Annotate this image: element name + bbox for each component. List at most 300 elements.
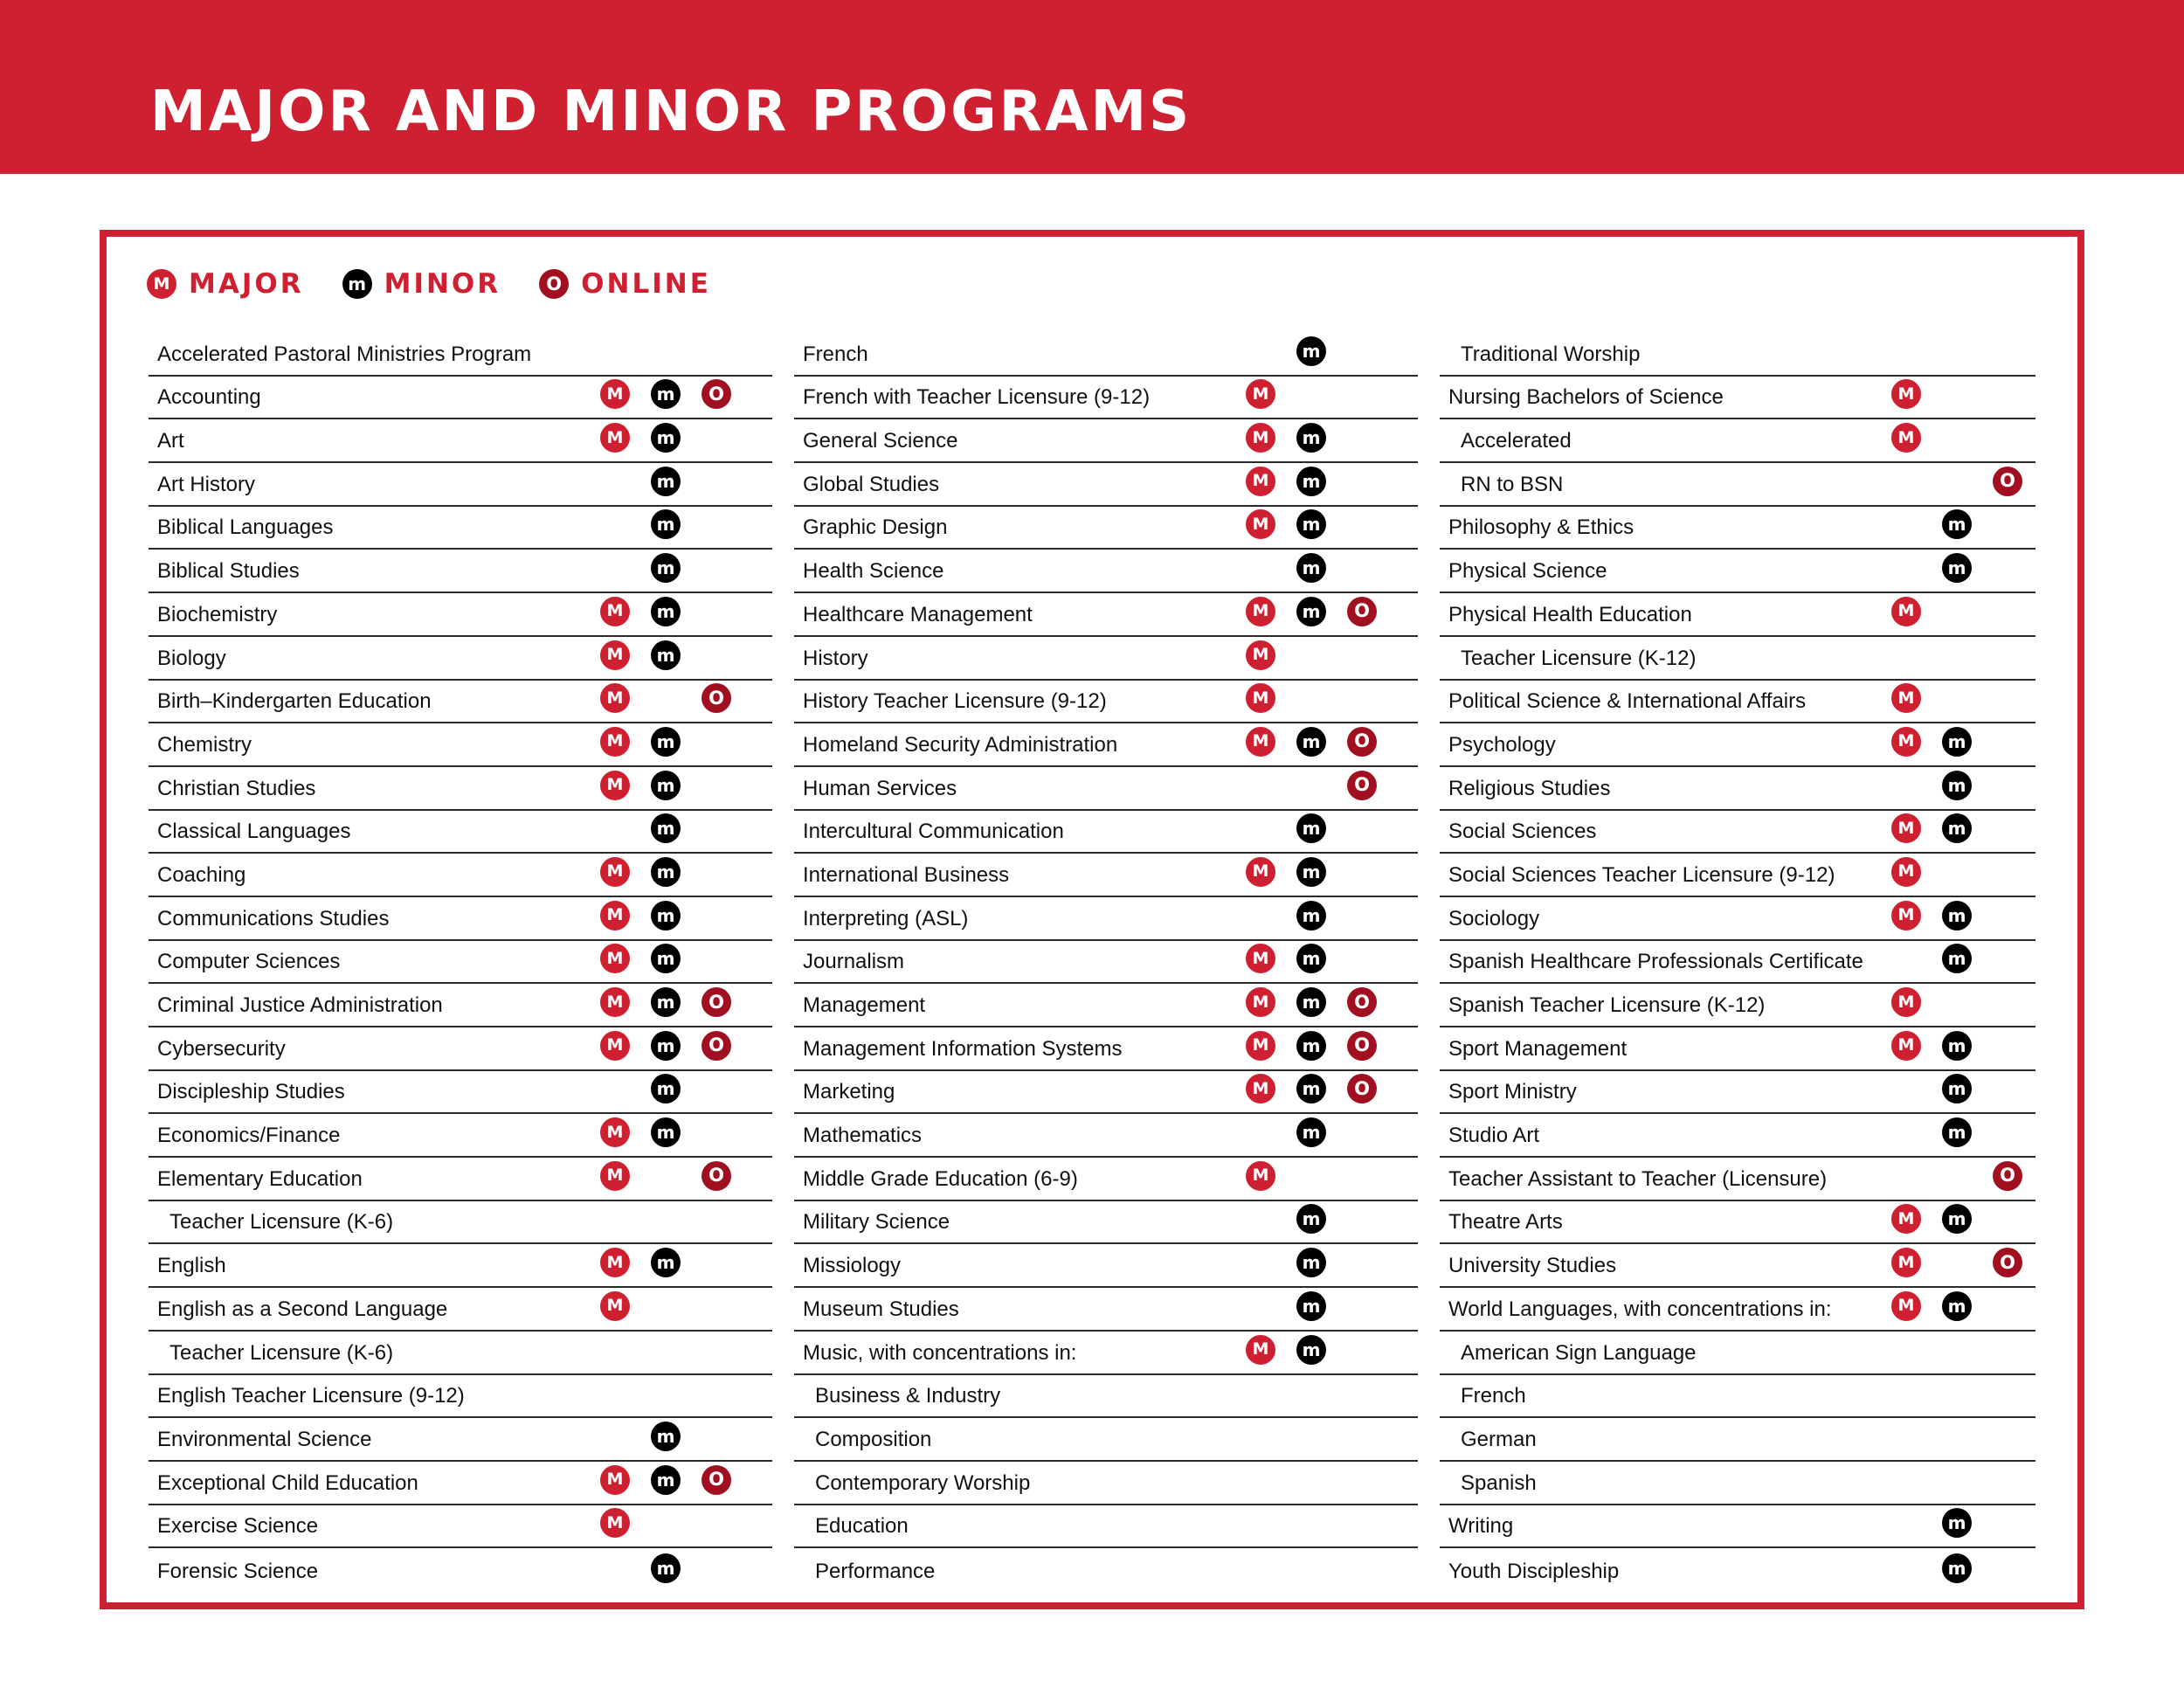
major-badge-icon: M — [1891, 1248, 1921, 1277]
online-badge-icon: O — [702, 683, 731, 713]
program-row — [149, 1244, 772, 1288]
minor-badge-icon: m — [1296, 553, 1326, 583]
minor-badge-icon: m — [651, 467, 681, 496]
program-row — [1440, 550, 2035, 593]
minor-badge-icon: m — [651, 1031, 681, 1061]
program-row — [149, 767, 772, 811]
minor-badge-icon: m — [1296, 944, 1326, 973]
major-badge-icon: M — [1891, 813, 1921, 843]
program-row — [1440, 1201, 2035, 1245]
minor-badge-icon: m — [651, 813, 681, 843]
online-badge-icon: O — [702, 1161, 731, 1191]
legend-online-label: ONLINE — [581, 268, 711, 300]
program-name: Teacher Assistant to Teacher (Licensure) — [1448, 1166, 1828, 1191]
program-column-2 — [794, 333, 1418, 1592]
minor-badge-icon: m — [1296, 1248, 1326, 1277]
major-badge-icon: M — [1891, 857, 1921, 887]
program-row — [794, 1114, 1418, 1158]
minor-badge-icon: m — [1296, 1204, 1326, 1234]
program-row — [149, 550, 772, 593]
program-row — [794, 723, 1418, 767]
online-badge-icon: O — [1993, 1248, 2022, 1277]
minor-badge-icon: m — [651, 1465, 681, 1495]
major-badge-icon: M — [1891, 1031, 1921, 1061]
program-name: Environmental Science — [157, 1427, 372, 1451]
minor-badge-icon: m — [1296, 509, 1326, 539]
program-name: Teacher Licensure (K-12) — [1461, 646, 1697, 670]
program-name: Accelerated Pastoral Ministries Program — [157, 342, 532, 366]
major-badge-icon: M — [1246, 509, 1275, 539]
program-name: Healthcare Management — [803, 602, 1033, 626]
legend-online — [539, 268, 711, 300]
program-name: Marketing — [803, 1080, 895, 1104]
major-badge-icon: M — [600, 1248, 630, 1277]
program-name: Studio Art — [1448, 1124, 1540, 1148]
minor-badge-icon: m — [651, 1074, 681, 1103]
program-row — [1440, 681, 2035, 724]
minor-badge-icon: m — [651, 509, 681, 539]
program-name: Art History — [157, 472, 256, 496]
minor-badge-icon: m — [1296, 1291, 1326, 1321]
minor-badge-icon: m — [1296, 727, 1326, 757]
minor-badge-icon: m — [1942, 1074, 1972, 1103]
program-name: Sport Management — [1448, 1036, 1628, 1061]
program-name: Performance — [815, 1559, 936, 1583]
program-row — [1440, 1027, 2035, 1071]
minor-badge-icon: m — [1942, 553, 1972, 583]
program-row — [794, 463, 1418, 507]
program-row — [149, 333, 772, 377]
minor-badge-icon: m — [1942, 1204, 1972, 1234]
major-badge-icon: M — [600, 597, 630, 626]
program-name: French — [803, 342, 868, 366]
minor-badge-icon: m — [651, 987, 681, 1017]
program-row — [149, 507, 772, 550]
online-badge-icon: O — [1347, 1074, 1377, 1103]
program-row — [794, 550, 1418, 593]
online-badge-icon: O — [702, 1031, 731, 1061]
program-name: Contemporary Worship — [815, 1470, 1031, 1495]
program-row — [794, 1244, 1418, 1288]
program-name: Exercise Science — [157, 1514, 319, 1539]
program-name: Religious Studies — [1448, 776, 1611, 800]
minor-badge-icon: m — [1296, 1031, 1326, 1061]
minor-badge-icon: m — [1942, 1117, 1972, 1147]
program-name: Theatre Arts — [1448, 1210, 1563, 1235]
minor-badge-icon: m — [651, 597, 681, 626]
program-row — [149, 1071, 772, 1115]
major-badge-icon: M — [600, 1117, 630, 1147]
program-row — [794, 1288, 1418, 1332]
program-name: Biochemistry — [157, 602, 278, 626]
program-name: English — [157, 1254, 226, 1278]
minor-badge-icon: m — [1296, 467, 1326, 496]
program-row — [794, 767, 1418, 811]
program-row — [794, 333, 1418, 377]
program-row — [149, 637, 772, 681]
program-row — [1440, 1244, 2035, 1288]
program-name: RN to BSN — [1461, 472, 1564, 496]
online-badge-icon: O — [1347, 727, 1377, 757]
major-badge-icon: M — [1246, 379, 1275, 409]
program-name: General Science — [803, 429, 958, 453]
program-row — [149, 681, 772, 724]
online-badge-icon: O — [702, 379, 731, 409]
program-name: History — [803, 646, 868, 670]
program-name: English as a Second Language — [157, 1297, 448, 1321]
program-row — [794, 681, 1418, 724]
program-row — [1440, 637, 2035, 681]
program-row — [149, 377, 772, 420]
major-badge-icon: M — [600, 683, 630, 713]
program-row — [794, 1027, 1418, 1071]
minor-badge-icon: m — [651, 857, 681, 887]
minor-badge-icon: m — [1942, 1291, 1972, 1321]
online-badge-icon: O — [1347, 771, 1377, 800]
program-name: Birth–Kindergarten Education — [157, 689, 432, 714]
program-name: Interpreting (ASL) — [803, 906, 969, 930]
online-badge-icon: O — [1347, 1031, 1377, 1061]
program-row — [794, 1418, 1418, 1462]
major-badge-icon: M — [1246, 683, 1275, 713]
program-name: Cybersecurity — [157, 1036, 286, 1061]
program-name: German — [1461, 1427, 1537, 1451]
major-badge-icon: M — [1246, 597, 1275, 626]
program-row — [1440, 723, 2035, 767]
program-row — [794, 984, 1418, 1027]
minor-badge-icon: m — [1942, 944, 1972, 973]
program-row — [1440, 1462, 2035, 1505]
program-name: Human Services — [803, 776, 957, 800]
program-row — [794, 1375, 1418, 1419]
program-row — [794, 897, 1418, 941]
online-badge-icon: O — [1347, 987, 1377, 1017]
program-row — [794, 377, 1418, 420]
program-name: American Sign Language — [1461, 1340, 1697, 1365]
legend-minor — [342, 268, 501, 300]
program-row — [149, 897, 772, 941]
legend-major — [147, 268, 304, 300]
program-row — [1440, 811, 2035, 854]
minor-badge-icon: m — [651, 771, 681, 800]
minor-badge-icon: m — [651, 1422, 681, 1451]
program-row — [794, 1071, 1418, 1115]
program-row — [1440, 593, 2035, 637]
major-badge-icon: M — [600, 1291, 630, 1321]
program-row — [1440, 1548, 2035, 1592]
legend-minor-label: MINOR — [384, 268, 501, 300]
program-name: Physical Science — [1448, 559, 1607, 584]
program-name: Art — [157, 429, 184, 453]
minor-badge-icon: m — [651, 727, 681, 757]
major-badge-icon: M — [1891, 683, 1921, 713]
program-name: English Teacher Licensure (9-12) — [157, 1384, 465, 1408]
program-row — [1440, 1158, 2035, 1201]
program-row — [149, 1548, 772, 1592]
program-name: Sociology — [1448, 906, 1540, 930]
program-row — [1440, 1505, 2035, 1549]
program-name: Teacher Licensure (K-6) — [169, 1340, 394, 1365]
program-name: History Teacher Licensure (9-12) — [803, 689, 1107, 714]
program-row — [149, 1418, 772, 1462]
minor-badge-icon: m — [1296, 857, 1326, 887]
program-name: Middle Grade Education (6-9) — [803, 1166, 1078, 1191]
program-name: World Languages, with concentrations in: — [1448, 1297, 1832, 1321]
program-row — [794, 1158, 1418, 1201]
program-row — [1440, 1332, 2035, 1375]
major-badge-icon: M — [1891, 987, 1921, 1017]
major-badge-icon: M — [1246, 987, 1275, 1017]
major-badge-icon: M — [1891, 901, 1921, 930]
minor-badge-icon: m — [1942, 813, 1972, 843]
program-name: Missiology — [803, 1254, 902, 1278]
minor-badge-icon: m — [651, 640, 681, 670]
program-name: Biblical Languages — [157, 515, 334, 540]
program-row — [1440, 1114, 2035, 1158]
program-row — [149, 419, 772, 463]
program-name: Journalism — [803, 950, 905, 974]
program-row — [1440, 941, 2035, 985]
online-badge-icon: O — [702, 1465, 731, 1495]
program-name: Chemistry — [157, 732, 252, 757]
program-row — [149, 1027, 772, 1071]
program-row — [149, 1462, 772, 1505]
minor-badge-icon: m — [1296, 423, 1326, 453]
major-badge-icon: M — [1246, 1031, 1275, 1061]
program-row — [1440, 767, 2035, 811]
minor-badge-icon: m — [1942, 771, 1972, 800]
minor-badge-icon: m — [1296, 336, 1326, 366]
online-badge-icon: O — [1347, 597, 1377, 626]
program-row — [149, 984, 772, 1027]
program-name: International Business — [803, 862, 1010, 887]
program-row — [1440, 1288, 2035, 1332]
major-badge-icon: M — [1246, 1335, 1275, 1365]
minor-badge-icon: m — [1942, 1031, 1972, 1061]
program-row — [1440, 1418, 2035, 1462]
program-column-3 — [1440, 333, 2035, 1592]
major-badge-icon: M — [1246, 944, 1275, 973]
program-name: Sport Ministry — [1448, 1080, 1577, 1104]
program-name: Classical Languages — [157, 820, 351, 844]
major-badge-icon: M — [600, 1508, 630, 1538]
program-row — [794, 1462, 1418, 1505]
program-name: Spanish Healthcare Professionals Certificate — [1448, 950, 1863, 974]
program-name: Biology — [157, 646, 226, 670]
minor-badge-icon: m — [1942, 509, 1972, 539]
major-badge-icon: M — [1891, 1291, 1921, 1321]
minor-badge-icon: m — [651, 379, 681, 409]
program-row — [1440, 984, 2035, 1027]
program-row — [794, 811, 1418, 854]
online-badge-icon: O — [539, 269, 569, 299]
major-badge-icon: M — [1891, 727, 1921, 757]
program-row — [1440, 507, 2035, 550]
program-name: Education — [815, 1514, 909, 1539]
program-name: Traditional Worship — [1461, 342, 1641, 366]
program-name: Writing — [1448, 1514, 1514, 1539]
program-row — [794, 1332, 1418, 1375]
major-badge-icon: M — [600, 944, 630, 973]
program-row — [149, 1114, 772, 1158]
online-badge-icon: O — [1993, 467, 2022, 496]
major-badge-icon: M — [1246, 1074, 1275, 1103]
program-name: Communications Studies — [157, 906, 390, 930]
major-badge-icon: M — [1246, 727, 1275, 757]
program-name: Intercultural Communication — [803, 820, 1064, 844]
program-name: Philosophy & Ethics — [1448, 515, 1635, 540]
major-badge-icon: M — [600, 987, 630, 1017]
online-badge-icon: O — [1993, 1161, 2022, 1191]
program-row — [149, 854, 772, 897]
program-name: Teacher Licensure (K-6) — [169, 1210, 394, 1235]
minor-badge-icon: m — [1296, 1335, 1326, 1365]
program-name: University Studies — [1448, 1254, 1617, 1278]
program-row — [149, 1288, 772, 1332]
program-row — [1440, 897, 2035, 941]
program-name: Biblical Studies — [157, 559, 300, 584]
program-row — [149, 1505, 772, 1549]
program-row — [1440, 333, 2035, 377]
program-name: Economics/Finance — [157, 1124, 341, 1148]
major-badge-icon: M — [1246, 640, 1275, 670]
program-row — [149, 811, 772, 854]
minor-badge-icon: m — [651, 901, 681, 930]
legend — [147, 266, 750, 301]
major-badge-icon: M — [1246, 857, 1275, 887]
program-name: Music, with concentrations in: — [803, 1340, 1077, 1365]
minor-badge-icon: m — [342, 269, 372, 299]
minor-badge-icon: m — [651, 1117, 681, 1147]
major-badge-icon: M — [600, 1465, 630, 1495]
program-row — [1440, 419, 2035, 463]
major-badge-icon: M — [1246, 467, 1275, 496]
program-name: Social Sciences — [1448, 820, 1597, 844]
program-row — [149, 1201, 772, 1245]
major-badge-icon: M — [1891, 1204, 1921, 1234]
header-banner — [0, 0, 2184, 174]
program-name: Physical Health Education — [1448, 602, 1692, 626]
program-name: Museum Studies — [803, 1297, 959, 1321]
program-row — [149, 1375, 772, 1419]
major-badge-icon: M — [1246, 423, 1275, 453]
program-name: French with Teacher Licensure (9-12) — [803, 385, 1151, 410]
program-name: Nursing Bachelors of Science — [1448, 385, 1724, 410]
program-row — [794, 637, 1418, 681]
program-name: Political Science & International Affairs — [1448, 689, 1807, 714]
program-name: Graphic Design — [803, 515, 948, 540]
major-badge-icon: M — [600, 1031, 630, 1061]
minor-badge-icon: m — [1296, 987, 1326, 1017]
minor-badge-icon: m — [1296, 1074, 1326, 1103]
program-row — [149, 1158, 772, 1201]
major-badge-icon: M — [1891, 597, 1921, 626]
program-row — [149, 593, 772, 637]
minor-badge-icon: m — [1296, 901, 1326, 930]
program-name: French — [1461, 1384, 1526, 1408]
major-badge-icon: M — [600, 901, 630, 930]
major-badge-icon: M — [147, 269, 176, 299]
minor-badge-icon: m — [651, 553, 681, 583]
major-badge-icon: M — [600, 640, 630, 670]
program-name: Health Science — [803, 559, 944, 584]
program-name: Elementary Education — [157, 1166, 363, 1191]
major-badge-icon: M — [1891, 423, 1921, 453]
major-badge-icon: M — [1891, 379, 1921, 409]
program-name: Composition — [815, 1427, 932, 1451]
major-badge-icon: M — [1246, 1161, 1275, 1191]
legend-major-label: MAJOR — [189, 268, 304, 300]
minor-badge-icon: m — [1942, 1553, 1972, 1583]
program-name: Management — [803, 993, 926, 1017]
program-name: Forensic Science — [157, 1559, 319, 1583]
page-title: MAJOR AND MINOR PROGRAMS — [150, 80, 1192, 144]
minor-badge-icon: m — [1296, 597, 1326, 626]
program-name: Spanish Teacher Licensure (K-12) — [1448, 993, 1766, 1017]
program-name: Mathematics — [803, 1124, 923, 1148]
major-badge-icon: M — [600, 771, 630, 800]
minor-badge-icon: m — [651, 944, 681, 973]
program-name: Business & Industry — [815, 1384, 1001, 1408]
program-row — [1440, 377, 2035, 420]
program-row — [794, 854, 1418, 897]
minor-badge-icon: m — [1942, 901, 1972, 930]
program-name: Homeland Security Administration — [803, 732, 1118, 757]
program-name: Global Studies — [803, 472, 940, 496]
program-name: Exceptional Child Education — [157, 1470, 418, 1495]
program-name: Christian Studies — [157, 776, 316, 800]
minor-badge-icon: m — [1296, 1117, 1326, 1147]
program-row — [794, 593, 1418, 637]
minor-badge-icon: m — [1296, 813, 1326, 843]
program-row — [1440, 1375, 2035, 1419]
minor-badge-icon: m — [1942, 1508, 1972, 1538]
program-row — [1440, 854, 2035, 897]
program-name: Computer Sciences — [157, 950, 341, 974]
minor-badge-icon: m — [1942, 727, 1972, 757]
major-badge-icon: M — [600, 857, 630, 887]
program-name: Social Sciences Teacher Licensure (9-12) — [1448, 862, 1835, 887]
program-row — [794, 1505, 1418, 1549]
program-name: Psychology — [1448, 732, 1556, 757]
program-column-1 — [149, 333, 772, 1592]
program-row — [149, 723, 772, 767]
program-name: Military Science — [803, 1210, 950, 1235]
major-badge-icon: M — [600, 423, 630, 453]
program-row — [149, 1332, 772, 1375]
program-row — [1440, 463, 2035, 507]
online-badge-icon: O — [702, 987, 731, 1017]
major-badge-icon: M — [600, 727, 630, 757]
program-name: Discipleship Studies — [157, 1080, 345, 1104]
program-row — [794, 941, 1418, 985]
minor-badge-icon: m — [651, 1248, 681, 1277]
program-row — [794, 507, 1418, 550]
program-row — [794, 419, 1418, 463]
major-badge-icon: M — [600, 1161, 630, 1191]
program-row — [1440, 1071, 2035, 1115]
program-name: Criminal Justice Administration — [157, 993, 443, 1017]
program-row — [149, 941, 772, 985]
major-badge-icon: M — [600, 379, 630, 409]
program-name: Accounting — [157, 385, 261, 410]
program-name: Coaching — [157, 862, 246, 887]
program-name: Youth Discipleship — [1448, 1559, 1620, 1583]
minor-badge-icon: m — [651, 1553, 681, 1583]
program-row — [794, 1548, 1418, 1592]
program-row — [794, 1201, 1418, 1245]
program-name: Management Information Systems — [803, 1036, 1123, 1061]
